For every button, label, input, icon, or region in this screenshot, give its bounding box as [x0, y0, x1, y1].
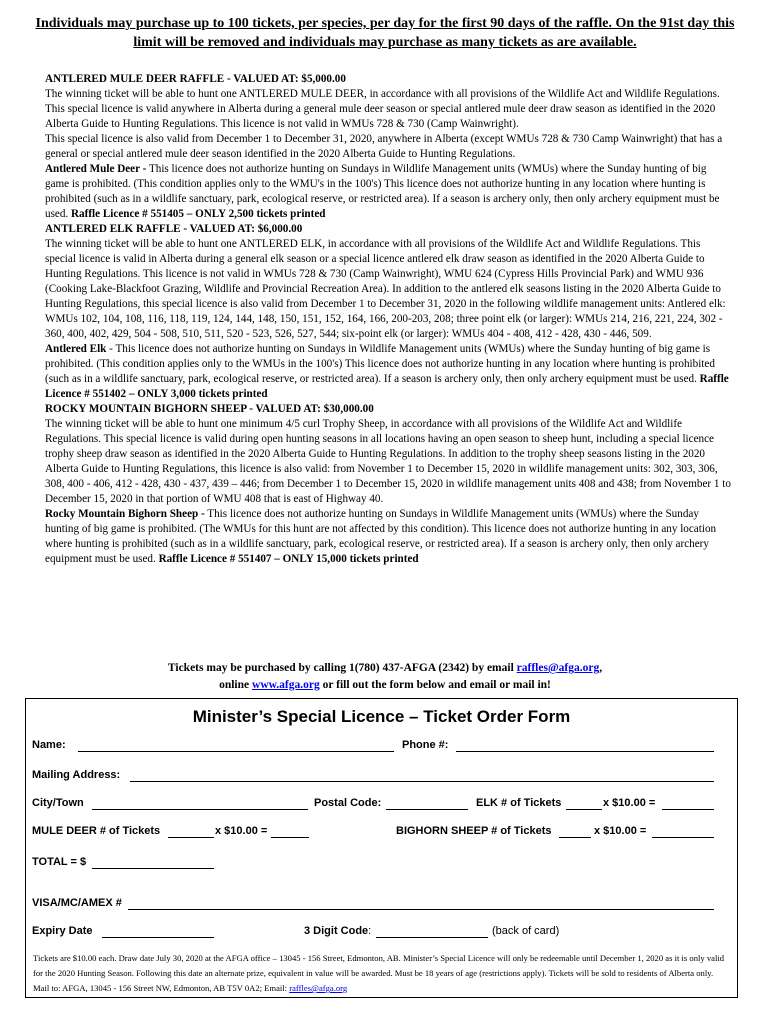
elk-description: The winning ticket will be able to hunt one ANTLERED ELK, in accordance with all provisions of the Wildlife Act and Wildlife Regulations. This special licence is valid in Alberta during a general elk season or a special licence antlered elk draw season as identified in the 2020 Alberta Guide to Hunting Regulations. This licence is not valid in WMUs 728 & 730 (Camp Wainwright), WMU 624 (Cypress Hills Provincial Park) and WMU 936 (Cooking Lake-Blackfoot Grazing, Wildlife and Provincial Recreation Area). In addition to the antlered elk seasons listing in the 2020 Alberta Guide to Hunting Regulations, this special licence is also valid from December 1 to December 31, 2020 in the following wildlife management units: Antlered elk: WMUs 102, 104, 108, 116, 118, 119, 124, 144, 148, 150, 151, 152, 164, 166, 200-203, 208; three point elk (or larger): WMUs 214, 216, 221, 224, 302 - 360, 400, 402, 429, 504 - 508, 510, 511, 520 - 523, 526, 527, 544; six-point elk (or larger): WMUs 404 - 408, 412 - 428, 430 - 446, 509.	[45, 238, 726, 340]
sheep-total-field[interactable]	[652, 837, 714, 838]
elk-total-field[interactable]	[662, 809, 714, 810]
mule-deer-tickets-label: MULE DEER # of Tickets	[32, 825, 161, 837]
elk-lead: Antlered Elk	[45, 343, 107, 355]
purchase-text-3: online	[219, 679, 253, 691]
cvv-colon: :	[368, 925, 372, 937]
purchase-text-2: ,	[599, 662, 603, 674]
mule-deer-conditions-text: This licence does not authorize hunting on Sundays in Wildlife Management units (WMUs) where the Sunday hunting of big game is prohibited. (This condition applies only to the WMU's in the 100's) This licence does not authorize hunting in any location where hunting is prohibited (such as in a wildlife sanctuary, park, ecological reserve, or restricted area). If a season is archery only, then only archery equipment must be used.	[45, 163, 720, 220]
sheep-conditions	[45, 507, 732, 567]
sheep-licence: Raffle Licence # 551407 – ONLY 15,000 tickets printed	[158, 553, 419, 565]
mule-deer-licence: Raffle Licence # 551405 – ONLY 2,500 tickets printed	[71, 208, 326, 220]
sheep-price-label: x $10.00 =	[594, 825, 647, 837]
expiry-date-field[interactable]	[102, 937, 214, 938]
purchase-limit-notice: Individuals may purchase up to 100 tickets, per species, per day for the first 90 days of the raffle. On the 91st day this limit will be removed and individuals may purchase as many tickets as are available.	[35, 16, 735, 50]
elk-conditions-text: - This licence does not authorize hunting on Sundays in Wildlife Management units (WMUs) where the Sunday hunting of big game is prohibited. (This condition applies only to the WMUs in the 100's) This licence does not authorize hunting in any location where hunting is prohibited (such as in a wildlife sanctuary, park, ecological reserve, or restricted area). If a season is archery only, then only archery equipment must be used.	[45, 343, 715, 385]
elk-tickets-field[interactable]	[566, 809, 602, 810]
mule-deer-lead: Antlered Mule Deer -	[45, 163, 147, 175]
postal-code-label: Postal Code:	[314, 797, 382, 809]
elk-heading: ANTLERED ELK RAFFLE - VALUED AT: $6,000.00	[45, 223, 303, 235]
elk-tickets-label: ELK # of Tickets	[476, 797, 562, 809]
sheep-description: The winning ticket will be able to hunt one minimum 4/5 curl Trophy Sheep, in accordance with all provisions of the Wildlife Act and Wildlife Regulations. This special licence is valid during open hunting seasons in all locations having an open season to sheep hunt, including a special licence trophy sheep draw season as identified in the 2020 Alberta Guide to Hunting Regulations. In addition to the trophy sheep seasons listing in the 2020 Alberta Guide to Hunting Regulations, this licence is also valid: from November 1 to December 15, 2020 in wildlife management units: 302, 303, 306, 308, 400 - 406, 412 - 428, 430 - 437, 439 – 446; from December 1 to December 15, 2020 in wildlife management units 408 and 438; from November 1 to December 15, 2020 in that portion of WMU 408 that is east of Highway 40.	[45, 418, 731, 505]
mule-deer-description: The winning ticket will be able to hunt one ANTLERED MULE DEER, in accordance with all provisions of the Wildlife Act and Wildlife Regulations. This special licence is valid anywhere in Alberta during a general mule deer season or special antlered mule deer draw season as identified in the 2020 Alberta Guide to Hunting Regulations. This licence is not valid in WMUs 728 & 730 (Camp Wainwright).	[45, 88, 720, 130]
raffles-email-link[interactable]: raffles@afga.org	[516, 662, 600, 674]
mule-deer-conditions	[45, 162, 732, 222]
postal-code-field[interactable]	[386, 809, 468, 810]
afga-website-link[interactable]: www.afga.org	[252, 679, 320, 691]
city-label: City/Town	[32, 797, 84, 809]
terms-text: Tickets are $10.00 each. Draw date July 30, 2020 at the AFGA office – 13045 - 156 Street, Edmonton, AB. Minister’s Special Licence will only be redeemable until December 1, 2020 as it is only valid for the 2020 Hunting Season. Following this date an alternate prize, equivalent in value will be awarded. Must be 18 years of age (restrictions apply). Tickets will be sold to residents of Alberta only. Mail to: AFGA, 13045 - 156 Street NW, Edmonton, AB T5V 0A2; Email:	[33, 953, 725, 993]
sheep-tickets-label: BIGHORN SHEEP # of Tickets	[396, 825, 552, 837]
mule-deer-total-field[interactable]	[271, 837, 309, 838]
cvv-field[interactable]	[376, 937, 488, 938]
mule-deer-tickets-field[interactable]	[168, 837, 214, 838]
sheep-heading: ROCKY MOUNTAIN BIGHORN SHEEP - VALUED AT: $30,000.00	[45, 403, 374, 415]
total-label: TOTAL = $	[32, 856, 87, 868]
purchase-info	[100, 660, 670, 694]
name-label: Name:	[32, 739, 66, 751]
elk-licence: Raffle Licence # 551402 – ONLY 3,000 tickets printed	[45, 373, 729, 400]
elk-price-label: x $10.00 =	[603, 797, 656, 809]
terms-email-link[interactable]: raffles@afga.org	[289, 983, 348, 993]
cvv-label-text: 3 Digit Code	[304, 925, 369, 937]
sheep-lead: Rocky Mountain Bighorn Sheep -	[45, 508, 205, 520]
mule-deer-price-label: x $10.00 =	[215, 825, 268, 837]
sheep-tickets-field[interactable]	[559, 837, 591, 838]
purchase-text-4: or fill out the form below and email or mail in!	[319, 679, 551, 691]
cvv-label	[304, 925, 371, 938]
phone-label: Phone #:	[402, 739, 449, 751]
expiry-date-label: Expiry Date	[32, 925, 93, 937]
card-number-field[interactable]	[128, 909, 714, 910]
mule-deer-december-note: This special licence is also valid from December 1 to December 31, 2020, anywhere in Alberta (except WMUs 728 & 730 Camp Wainwright) that has a general or special antlered mule deer season identified in the 2020 Alberta Guide to Hunting Regulations.	[45, 133, 723, 160]
mule-deer-heading: ANTLERED MULE DEER RAFFLE - VALUED AT: $5,000.00	[45, 73, 346, 85]
cvv-note: (back of card)	[492, 925, 560, 937]
total-field[interactable]	[92, 868, 214, 869]
ticket-order-form	[25, 698, 738, 998]
raffle-details	[45, 72, 732, 567]
card-number-label: VISA/MC/AMEX #	[32, 897, 122, 909]
elk-conditions	[45, 342, 732, 402]
purchase-text-1: Tickets may be purchased by calling 1(780) 437-AFGA (2342) by email	[167, 662, 517, 674]
mailing-address-field[interactable]	[130, 781, 714, 782]
phone-field[interactable]	[456, 751, 714, 752]
name-field[interactable]	[78, 751, 394, 752]
terms-fine-print	[33, 951, 731, 996]
city-field[interactable]	[92, 809, 308, 810]
sheep-conditions-text: This licence does not authorize hunting on Sundays in Wildlife Management units (WMUs) where the Sunday hunting of big game is prohibited. (The WMUs for this hunt are not affected by this condition). This licence does not authorize hunting in any location where hunting is prohibited (such as in a wildlife sanctuary, park, ecological reserve, or restricted area). If a season is archery only, then only archery equipment must be used.	[45, 508, 717, 565]
form-title: Minister’s Special Licence – Ticket Order Form	[192, 707, 571, 726]
mailing-address-label: Mailing Address:	[32, 769, 121, 781]
